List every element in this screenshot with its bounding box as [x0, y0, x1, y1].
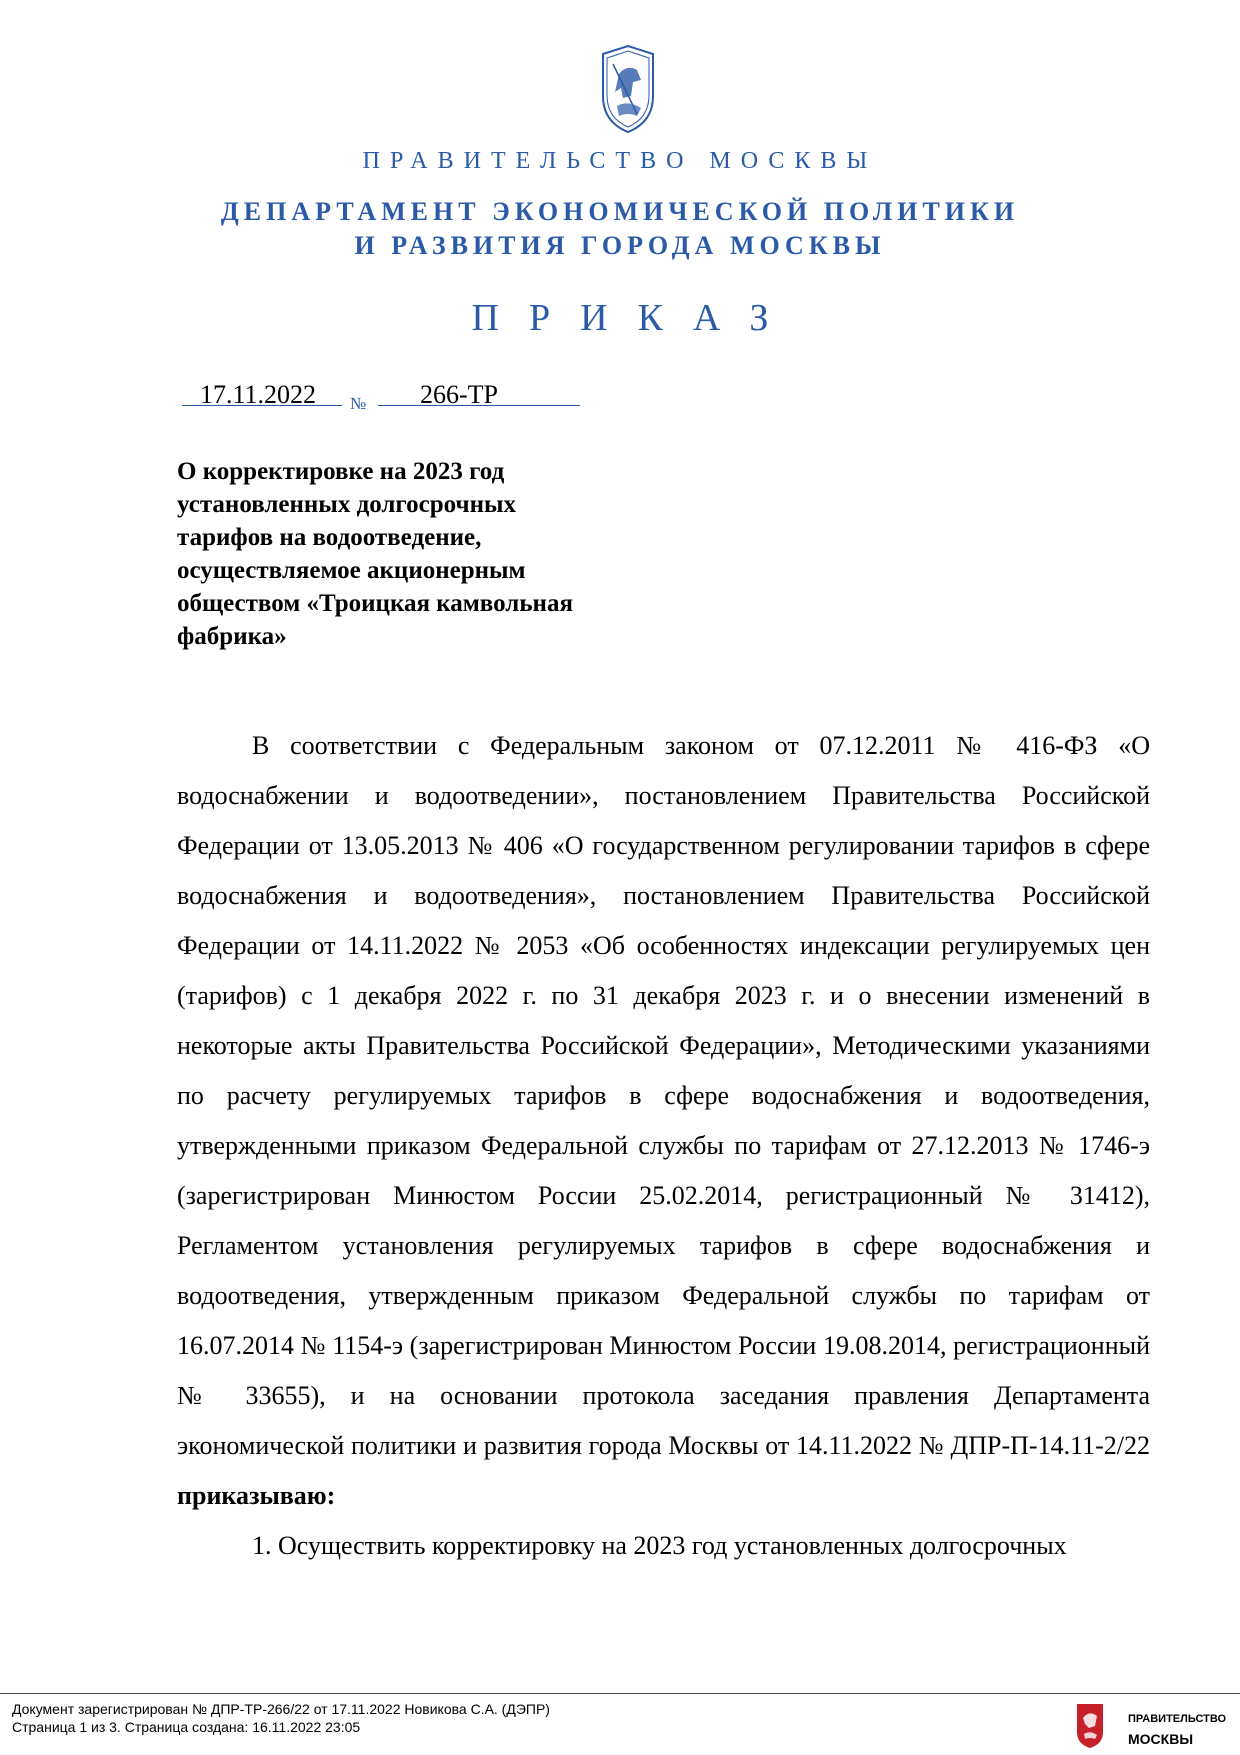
document-number: 266-ТР — [420, 380, 498, 409]
moscow-government-logo-icon — [1075, 1700, 1105, 1750]
footer-line-2: Страница 1 из 3. Страница создана: 16.11.2022 23:05 — [12, 1719, 361, 1735]
department-title-line2: И РАЗВИТИЯ ГОРОДА МОСКВЫ — [354, 231, 886, 260]
document-body — [177, 721, 1150, 1571]
government-title: ПРАВИТЕЛЬСТВО МОСКВЫ — [362, 148, 878, 174]
document-type-title: ПРИКАЗ — [471, 297, 799, 339]
department-title-line1: ДЕПАРТАМЕНТ ЭКОНОМИЧЕСКОЙ ПОЛИТИКИ — [220, 197, 1020, 226]
footer-divider — [0, 1693, 1240, 1694]
footer-line-1: Документ зарегистрирован № ДПР-ТР-266/22 от 17.11.2022 Новикова С.А. (ДЭПР) — [12, 1701, 550, 1717]
moscow-coat-of-arms-icon — [597, 44, 659, 134]
document-date: 17.11.2022 — [200, 380, 317, 409]
number-sign: № — [350, 394, 367, 413]
footer-registration — [12, 1700, 550, 1736]
footer-brand-line-1: ПРАВИТЕЛЬСТВО — [1128, 1713, 1227, 1725]
item-1-paragraph: 1. Осуществить корректировку на 2023 год установленных долгосрочных — [252, 1531, 1067, 1560]
footer-brand-line-2: МОСКВЫ — [1128, 1731, 1194, 1747]
preamble-paragraph — [177, 721, 1150, 1521]
preamble-text: В соответствии с Федеральным законом от 07.12.2011 № 416-ФЗ «О водоснабжении и водоотведении», постановлением Правительства Российской Федерации от 13.05.2013 № 406 «О государственном регулировании тарифов в сфере водоснабжения и водоотведения», постановлением Правительства Российской Федерации от 14.11.2022 № 2053 «Об особенностях индексации регулируемых цен (тарифов) с 1 декабря 2022 г. по 31 декабря 2023 г. и о внесении изменений в некоторые акты Правительства Российской Федерации», Методическими указаниями по расчету регулируемых тарифов в сфере водоснабжения и водоотведения, утвержденными приказом Федеральной службы по тарифам от 27.12.2013 № 1746-э (зарегистрирован Минюстом России 25.02.2014, регистрационный № 31412), Регламентом установления регулируемых тарифов в сфере водоснабжения и водоотведения, утвержденным приказом Федеральной службы по тарифам от 16.07.2014 № 1154-э (зарегистрирован Минюстом России 19.08.2014, регистрационный № 33655), и на основании протокола заседания правления Департамента экономической политики и развития города Москвы от 14.11.2022 № ДПР-П-14.11-2/22 — [177, 731, 1150, 1460]
date-underline — [182, 405, 342, 406]
number-underline — [378, 405, 580, 406]
document-subject: О корректировке на 2023 год установленных долгосрочных тарифов на водоотведение, осуществляемое акционерным обществом «Троицкая камвольная фабрика» — [177, 458, 573, 650]
order-word: приказываю: — [177, 1481, 336, 1510]
footer-brand — [1128, 1709, 1226, 1749]
